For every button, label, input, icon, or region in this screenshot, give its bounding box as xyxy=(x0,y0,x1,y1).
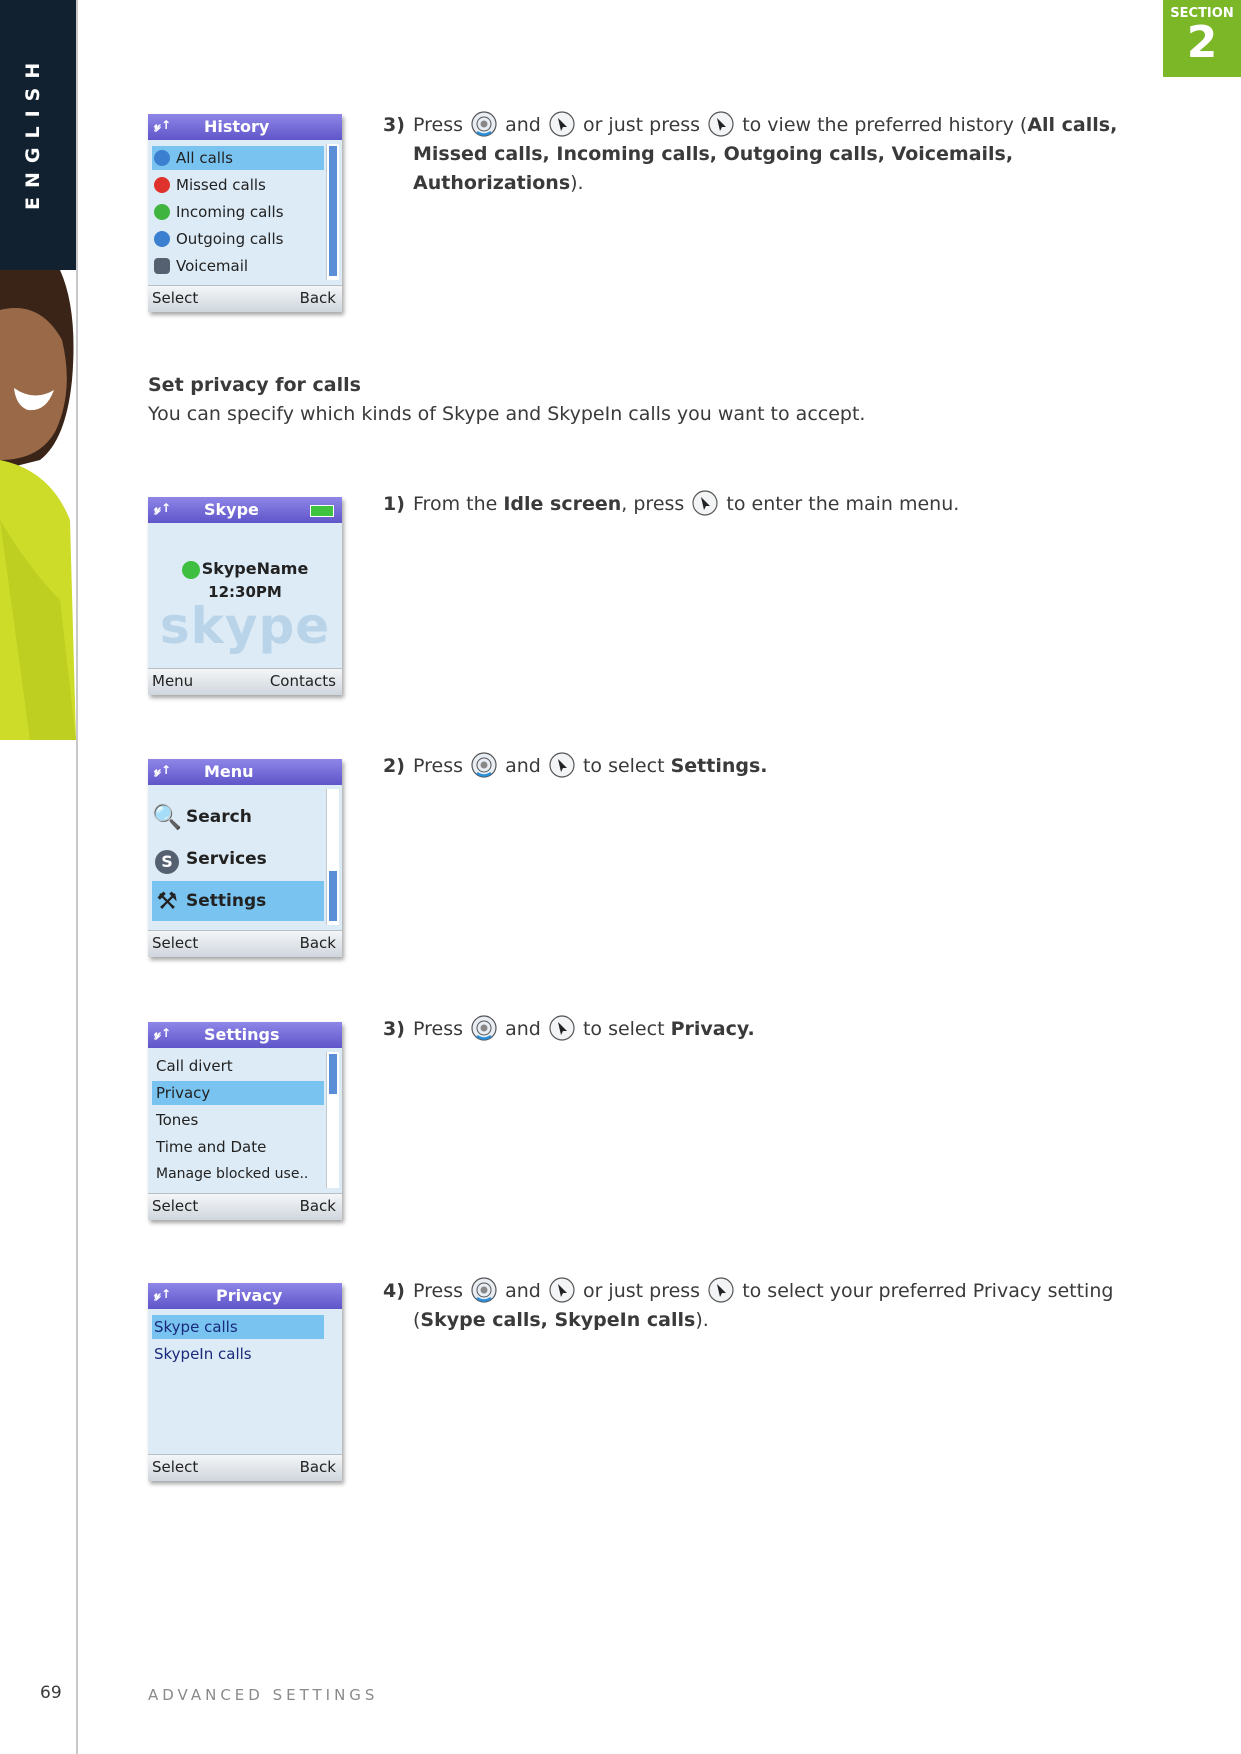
battery-icon xyxy=(310,505,334,517)
signal-icon: 𝓎↑ xyxy=(154,1026,172,1040)
softkey-back: Back xyxy=(299,1458,336,1476)
idle-clock: 12:30PM xyxy=(208,583,282,601)
softkey-back: Back xyxy=(299,934,336,952)
step-text xyxy=(413,1277,1153,1335)
history-item-label: All calls xyxy=(176,149,233,167)
phone-screen-idle xyxy=(148,497,342,695)
softkey-back: Back xyxy=(299,1197,336,1215)
menu-item-services xyxy=(152,839,324,879)
section-badge xyxy=(1163,0,1241,77)
scrollbar-thumb xyxy=(329,1054,337,1094)
softkey-bar xyxy=(148,1193,342,1220)
select-key-icon xyxy=(708,1277,734,1303)
softkey-bar xyxy=(148,930,342,957)
settings-item-label: Call divert xyxy=(156,1057,233,1075)
privacy-item-label: Skype calls xyxy=(154,1318,238,1336)
signal-icon: 𝓎↑ xyxy=(154,118,172,132)
screen-title: Settings xyxy=(204,1025,280,1044)
scrollbar xyxy=(326,1052,339,1188)
screen-title-bar xyxy=(148,1283,342,1309)
settings-item-time-date xyxy=(152,1135,324,1159)
softkey-select: Select xyxy=(152,1458,199,1476)
step-text-part: to select your preferred Privacy setting ( xyxy=(413,1280,1114,1331)
settings-item-label: Time and Date xyxy=(156,1138,267,1156)
step-number: 1) xyxy=(383,493,405,515)
step-text-part: ). xyxy=(570,172,584,194)
softkey-select: Select xyxy=(152,1197,199,1215)
idle-skype-name xyxy=(148,559,342,579)
softkey-menu: Menu xyxy=(152,672,194,690)
screen-title-bar xyxy=(148,759,342,785)
screen-title: History xyxy=(204,117,270,136)
navigation-key-icon xyxy=(471,1277,497,1303)
step-text-part: and xyxy=(505,1280,541,1302)
menu-item-label: Search xyxy=(186,807,252,827)
tools-icon: ⚒ xyxy=(156,887,178,915)
screen-title-bar xyxy=(148,497,342,523)
signal-icon: 𝓎↑ xyxy=(154,501,172,515)
history-item-all-calls xyxy=(152,146,324,170)
history-item-label: Voicemail xyxy=(176,257,249,275)
phone-screen-settings xyxy=(148,1022,342,1220)
settings-item-label: Privacy xyxy=(156,1084,211,1102)
step-text-part: to view the preferred history ( xyxy=(742,114,1028,136)
history-item-label: Incoming calls xyxy=(176,203,284,221)
menu-item-search xyxy=(152,797,324,837)
softkey-back: Back xyxy=(299,289,336,307)
softkey-select: Select xyxy=(152,934,199,952)
select-key-icon xyxy=(692,490,718,516)
search-icon: 🔍 xyxy=(152,803,182,831)
menu-item-label: Services xyxy=(186,849,267,869)
step-text-part: Press xyxy=(413,1280,464,1302)
step-text xyxy=(413,111,1153,198)
settings-item-call-divert xyxy=(152,1054,324,1078)
voicemail-icon xyxy=(154,258,170,274)
step-text-part: Press xyxy=(413,114,464,136)
menu-item-label: Settings xyxy=(186,891,267,911)
history-item-voicemail xyxy=(152,254,324,278)
history-item-label: Outgoing calls xyxy=(176,230,284,248)
scrollbar xyxy=(326,144,339,280)
section-intro: You can specify which kinds of Skype and SkypeIn calls you want to accept. xyxy=(148,403,866,425)
step-text-part: to select xyxy=(582,1018,665,1040)
navigation-key-icon xyxy=(471,1015,497,1041)
navigation-key-icon xyxy=(471,752,497,778)
history-item-incoming-calls xyxy=(152,200,324,224)
screen-title-bar xyxy=(148,114,342,140)
sidebar-divider xyxy=(76,0,78,1754)
step-text xyxy=(413,490,1153,519)
navigation-key-icon xyxy=(471,111,497,137)
softkey-bar xyxy=(148,668,342,695)
all-calls-icon xyxy=(154,150,170,166)
page-number: 69 xyxy=(40,1683,62,1703)
screen-title-bar xyxy=(148,1022,342,1048)
step-text-part: to enter the main menu. xyxy=(726,493,960,515)
section-heading: Set privacy for calls xyxy=(148,374,361,396)
history-item-outgoing-calls xyxy=(152,227,324,251)
settings-item-label: Manage blocked use.. xyxy=(156,1166,309,1182)
missed-calls-icon xyxy=(154,177,170,193)
softkey-contacts: Contacts xyxy=(269,672,336,690)
sidebar-photo xyxy=(0,270,76,740)
menu-item-settings xyxy=(152,881,324,921)
section-badge-label: SECTION xyxy=(1170,6,1234,21)
step-text-part: to select xyxy=(582,755,665,777)
step-text-part: From the xyxy=(413,493,498,515)
screen-title: Privacy xyxy=(216,1286,283,1305)
step-number: 3) xyxy=(383,114,405,136)
signal-icon: 𝓎↑ xyxy=(154,763,172,777)
incoming-calls-icon xyxy=(154,204,170,220)
phone-screen-history xyxy=(148,114,342,312)
softkey-bar xyxy=(148,1454,342,1481)
history-item-missed-calls xyxy=(152,173,324,197)
step-number: 2) xyxy=(383,755,405,777)
online-status-icon xyxy=(182,561,200,579)
step-number: 4) xyxy=(383,1280,405,1302)
privacy-item-skype-calls xyxy=(152,1315,324,1339)
softkey-bar xyxy=(148,285,342,312)
step-text xyxy=(413,752,1153,781)
sidebar-language-label: ENGLISH xyxy=(22,53,44,210)
select-key-icon xyxy=(549,111,575,137)
screen-title: Menu xyxy=(204,762,254,781)
privacy-item-label: SkypeIn calls xyxy=(154,1345,252,1363)
step-text-part: Press xyxy=(413,1018,464,1040)
phone-screen-privacy xyxy=(148,1283,342,1481)
step-text-part: and xyxy=(505,1018,541,1040)
step-text-bold: All calls, Missed calls, Incoming calls, Outgoing calls, Voicemails, Authorizations xyxy=(413,114,1118,194)
step-number: 3) xyxy=(383,1018,405,1040)
scrollbar-thumb xyxy=(329,871,337,921)
step-text-part: ). xyxy=(695,1309,709,1331)
select-key-icon xyxy=(549,1015,575,1041)
outgoing-calls-icon xyxy=(154,231,170,247)
footer-section-title: ADVANCED SETTINGS xyxy=(148,1686,379,1704)
select-key-icon xyxy=(549,1277,575,1303)
section-badge-number: 2 xyxy=(1186,17,1218,68)
step-text-bold: Privacy. xyxy=(670,1018,755,1040)
screen-title: Skype xyxy=(204,500,259,519)
step-text-part: , press xyxy=(621,493,685,515)
step-text xyxy=(413,1015,1153,1044)
step-text-part: Press xyxy=(413,755,464,777)
step-text-part: and xyxy=(505,755,541,777)
step-text-part: and xyxy=(505,114,541,136)
scrollbar-thumb xyxy=(329,146,337,276)
select-key-icon xyxy=(708,111,734,137)
step-text-bold: Settings. xyxy=(670,755,768,777)
select-key-icon xyxy=(549,752,575,778)
settings-item-label: Tones xyxy=(156,1111,199,1129)
history-item-label: Missed calls xyxy=(176,176,266,194)
phone-screen-menu xyxy=(148,759,342,957)
settings-item-privacy xyxy=(152,1081,324,1105)
softkey-select: Select xyxy=(152,289,199,307)
step-text-part: or just press xyxy=(582,114,701,136)
scrollbar xyxy=(326,789,339,925)
idle-skype-name-text: SkypeName xyxy=(201,559,309,578)
settings-item-manage-blocked xyxy=(152,1162,324,1186)
step-text-bold: Skype calls, SkypeIn calls xyxy=(420,1309,696,1331)
skype-watermark: skype xyxy=(159,597,331,655)
step-text-bold: Idle screen xyxy=(503,493,622,515)
skype-services-icon: S xyxy=(152,839,182,879)
privacy-item-skypein-calls xyxy=(152,1342,324,1366)
signal-icon: 𝓎↑ xyxy=(154,1287,172,1301)
settings-item-tones xyxy=(152,1108,324,1132)
step-text-part: or just press xyxy=(582,1280,701,1302)
